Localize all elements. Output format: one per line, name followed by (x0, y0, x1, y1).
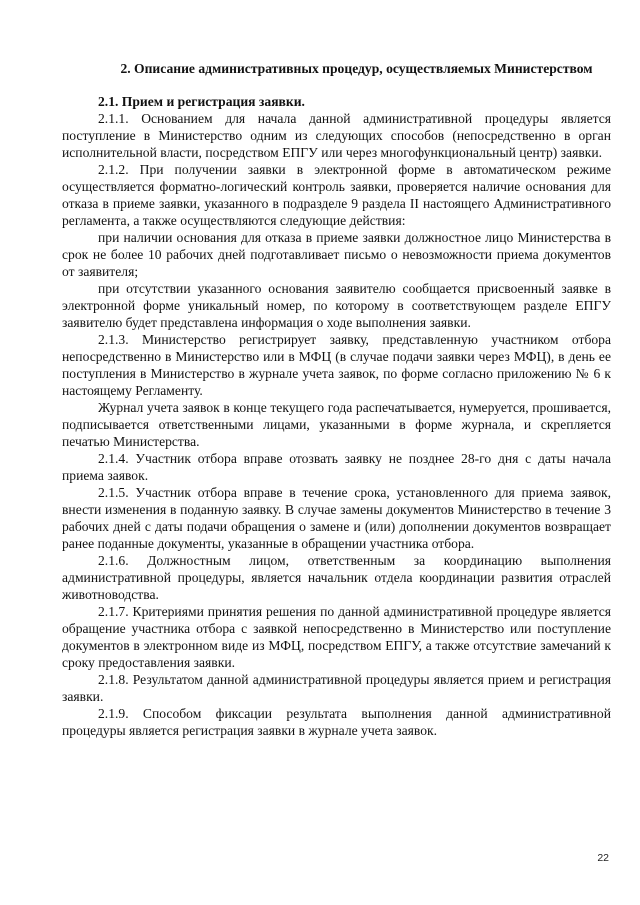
paragraph-journal: Журнал учета заявок в конце текущего года распечатывается, нумеруется, прошивается, подписывается ответственными лицами, указанными в форме журнала, и скрепляется печатью Министерства. (62, 400, 611, 449)
subsection-title: 2.1. Прием и регистрация заявки. (98, 94, 305, 109)
paragraph-2-1-8: 2.1.8. Результатом данной административной процедуры является прием и регистрация заявки. (62, 672, 611, 704)
paragraph-2-1-7: 2.1.7. Критериями принятия решения по данной административной процедуре является обращение участника отбора с заявкой непосредственно в Министерство или поступление документов в электронном виде из МФЦ, посредством ЕПГУ, а также отсутствие замечаний к сроку предоставления заявки. (62, 604, 611, 670)
page-number: 22 (597, 852, 609, 864)
paragraph-no-refusal-case: при отсутствии указанного основания заявителю сообщается присвоенный заявке в электронной форме уникальный номер, по которому в соответствующем разделе ЕПГУ заявителю будет представлена информация о ходе выполнения заявки. (62, 281, 611, 330)
section-heading: 2. Описание административных процедур, осуществляемых Министерством (120, 61, 593, 76)
paragraph-2-1-6: 2.1.6. Должностным лицом, ответственным за координацию выполнения административной процедуры, является начальник отдела координации развития отраслей животноводства. (62, 553, 611, 602)
paragraph-2-1-1: 2.1.1. Основанием для начала данной административной процедуры является поступление в Министерство одним из следующих способов (непосредственно в орган исполнительной власти, посредством ЕПГУ или через многофункциональный центр) заявки. (62, 111, 611, 160)
paragraph-2-1-5: 2.1.5. Участник отбора вправе в течение срока, установленного для приема заявок, внести изменения в поданную заявку. В случае замены документов Министерство в течение 3 рабочих дней с даты подачи обращения о замене и (или) дополнении документов возвращает ранее поданные документы, указанные в обращении участника отбора. (62, 485, 611, 551)
paragraph-2-1-2: 2.1.2. При получении заявки в электронной форме в автоматическом режиме осуществляется форматно-логический контроль заявки, проверяется наличие основания для отказа в приеме заявки, указанного в подразделе 9 раздела II настоящего Административного регламента, а также осуществляются следующие действия: (62, 162, 611, 228)
paragraph-refusal-case: при наличии основания для отказа в приеме заявки должностное лицо Министерства в срок не более 10 рабочих дней подготавливает письмо о невозможности приема документов от заявителя; (62, 230, 611, 279)
paragraph-2-1-3: 2.1.3. Министерство регистрирует заявку, представленную участником отбора непосредственно в Министерство или в МФЦ (в случае подачи заявки через МФЦ), в день ее поступления в Министерство в журнале учета заявок, по форме согласно приложению № 6 к настоящему Регламенту. (62, 332, 611, 398)
document-page (62, 60, 611, 739)
paragraph-2-1-9: 2.1.9. Способом фиксации результата выполнения данной административной процедуры является регистрация заявки в журнале учета заявок. (62, 706, 611, 738)
paragraph-2-1-4: 2.1.4. Участник отбора вправе отозвать заявку не позднее 28-го дня с даты начала приема заявок. (62, 451, 611, 483)
